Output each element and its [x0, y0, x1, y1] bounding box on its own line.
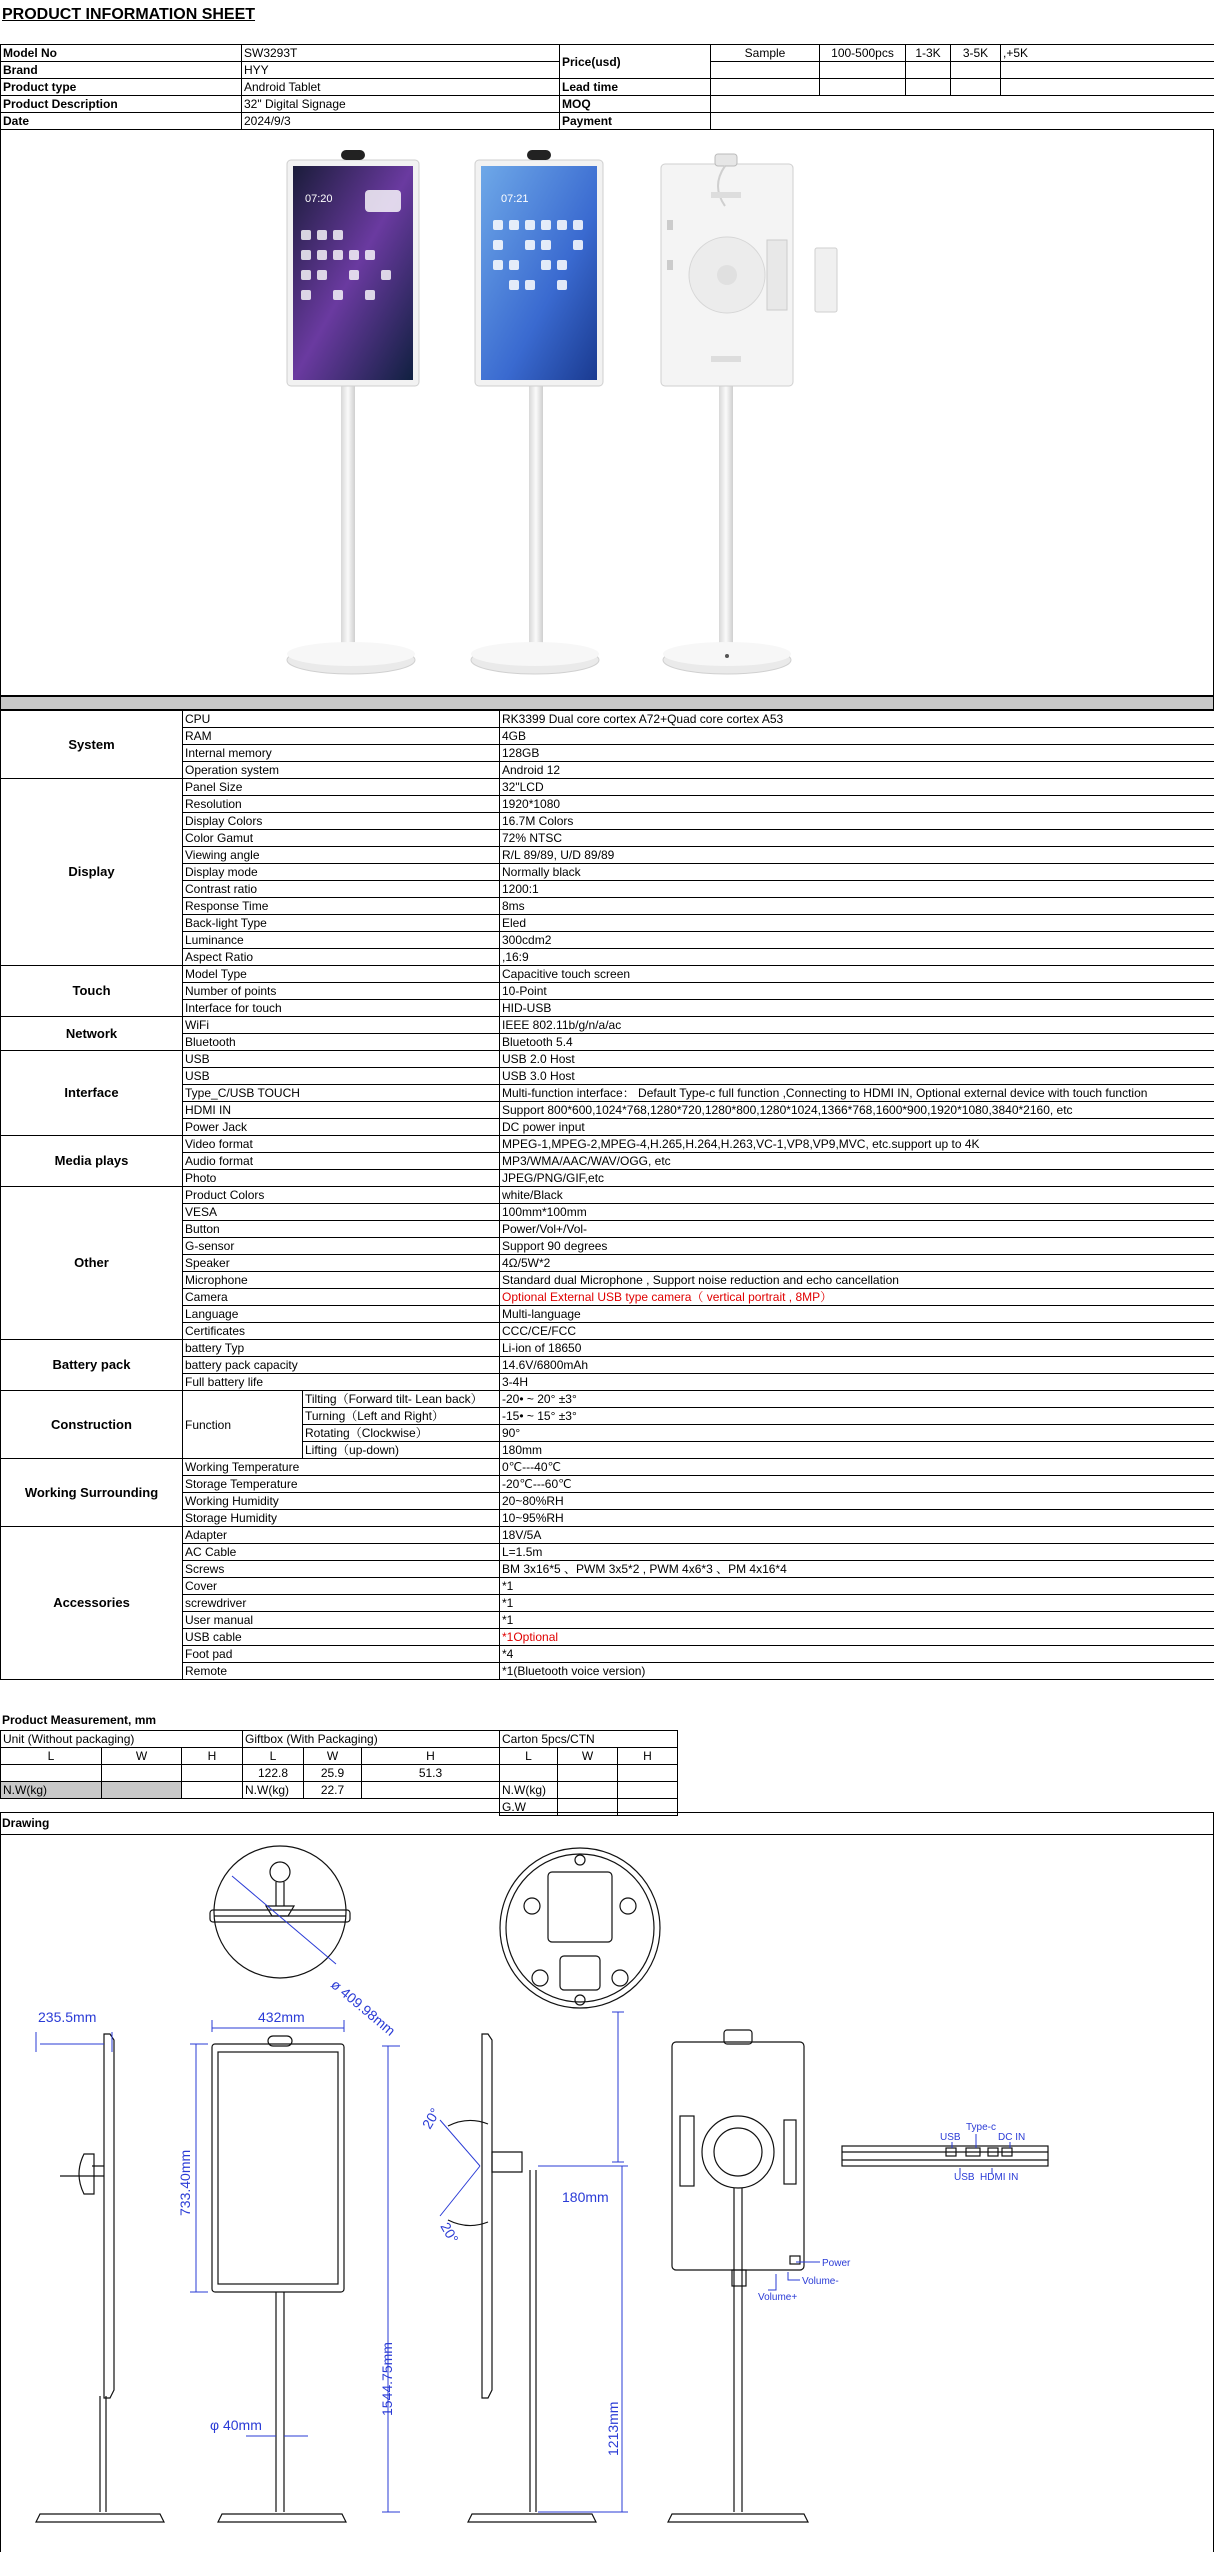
- unit-w-header: W: [102, 1748, 182, 1765]
- spec-row: [1, 728, 1214, 745]
- giftbox-h-value: 51.3: [362, 1765, 500, 1782]
- spec-value: R/L 89/89, U/D 89/89: [500, 847, 1214, 864]
- spec-key: Type_C/USB TOUCH: [183, 1085, 500, 1102]
- spec-value: 14.6V/6800mAh: [500, 1357, 1214, 1374]
- spec-value: Support 800*600,1024*768,1280*720,1280*800,1280*1024,1366*768,1600*900,1920*1080,3840*2160, etc: [500, 1102, 1214, 1119]
- spec-key: Interface for touch: [183, 1000, 500, 1017]
- giftbox-nw-value: 22.7: [304, 1782, 362, 1799]
- tilt-view-drawing: [448, 2034, 596, 2522]
- spec-value: 16.7M Colors: [500, 813, 1214, 830]
- spec-value: Android 12: [500, 762, 1214, 779]
- price-col-100-500: 100-500pcs: [820, 45, 906, 62]
- product-type-value: Android Tablet: [242, 79, 560, 96]
- spec-group-touch: Touch: [1, 966, 183, 1017]
- spec-value: white/Black: [500, 1187, 1214, 1204]
- spec-value: 4Ω/5W*2: [500, 1255, 1214, 1272]
- spec-key: VESA: [183, 1204, 500, 1221]
- spec-row: [1, 1034, 1214, 1051]
- spec-value: 1200:1: [500, 881, 1214, 898]
- spec-row: [1, 1238, 1214, 1255]
- spec-key: Rotating（Clockwise）: [303, 1425, 500, 1442]
- spec-value: DC power input: [500, 1119, 1214, 1136]
- price-label: Price(usd): [560, 45, 711, 79]
- port-typec-label: Type-c: [966, 2122, 997, 2133]
- spec-value: BM 3x16*5 、PWM 3x5*2 , PWM 4x6*3 、PM 4x16*4: [500, 1561, 1214, 1578]
- spec-row: [1, 1612, 1214, 1629]
- spec-key: Turning（Left and Right）: [303, 1408, 500, 1425]
- specifications-table: [0, 710, 1214, 1680]
- spec-value: Standard dual Microphone , Support noise reduction and echo cancellation: [500, 1272, 1214, 1289]
- spec-row: [1, 1136, 1214, 1153]
- spec-key: Color Gamut: [183, 830, 500, 847]
- technical-drawing: [0, 1836, 1214, 2550]
- spec-key: Contrast ratio: [183, 881, 500, 898]
- spec-group-working: Working Surrounding: [1, 1459, 183, 1527]
- spec-key: Product Colors: [183, 1187, 500, 1204]
- front-view-drawing: [212, 2036, 346, 2522]
- giftbox-label: Giftbox (With Packaging): [243, 1731, 500, 1748]
- measurement-title: Product Measurement, mm: [2, 1713, 157, 1727]
- spec-key: Adapter: [183, 1527, 500, 1544]
- spec-row: [1, 1459, 1214, 1476]
- spec-row: [1, 932, 1214, 949]
- spec-value: 0℃---40℃: [500, 1459, 1214, 1476]
- spec-key: Tilting（Forward tilt- Lean back）: [303, 1391, 500, 1408]
- dim-width: 432mm: [258, 2009, 305, 2025]
- spec-key: Microphone: [183, 1272, 500, 1289]
- spec-value: 4GB: [500, 728, 1214, 745]
- spec-key: Language: [183, 1306, 500, 1323]
- spec-group-display: Display: [1, 779, 183, 966]
- spec-value: 10-Point: [500, 983, 1214, 1000]
- screen-time-2: 07:21: [501, 193, 529, 205]
- measurement-table: [0, 1730, 678, 1816]
- product-description-label: Product Description: [1, 96, 242, 113]
- spec-row: [1, 1306, 1214, 1323]
- spec-value: -20• ~ 20° ±3°: [500, 1391, 1214, 1408]
- spec-row: [1, 1323, 1214, 1340]
- spec-value: *1: [500, 1578, 1214, 1595]
- spec-value: Capacitive touch screen: [500, 966, 1214, 983]
- spec-key: Power Jack: [183, 1119, 500, 1136]
- section-divider: [0, 696, 1214, 710]
- spec-row: [1, 1476, 1214, 1493]
- spec-row: [1, 949, 1214, 966]
- giftbox-nw-label: N.W(kg): [243, 1782, 304, 1799]
- giftbox-l-header: L: [243, 1748, 304, 1765]
- spec-key: Storage Temperature: [183, 1476, 500, 1493]
- spec-group-other: Other: [1, 1187, 183, 1340]
- unit-l-header: L: [1, 1748, 102, 1765]
- carton-nw-label: N.W(kg): [500, 1782, 558, 1799]
- spec-group-battery: Battery pack: [1, 1340, 183, 1391]
- spec-key: Remote: [183, 1663, 500, 1680]
- spec-value: 72% NTSC: [500, 830, 1214, 847]
- spec-row: [1, 830, 1214, 847]
- spec-row: [1, 1119, 1214, 1136]
- spec-value: *1(Bluetooth voice version): [500, 1663, 1214, 1680]
- spec-value: Li-ion of 18650: [500, 1340, 1214, 1357]
- spec-key: Operation system: [183, 762, 500, 779]
- price-col-1-3k: 1-3K: [906, 45, 951, 62]
- spec-value: Bluetooth 5.4: [500, 1034, 1214, 1051]
- spec-key: Button: [183, 1221, 500, 1238]
- spec-key: Screws: [183, 1561, 500, 1578]
- spec-key: CPU: [183, 711, 500, 728]
- carton-h-header: H: [618, 1748, 678, 1765]
- spec-value: *1: [500, 1595, 1214, 1612]
- spec-row: [1, 1187, 1214, 1204]
- bottom-view-drawing: [500, 1848, 660, 2008]
- spec-value: Normally black: [500, 864, 1214, 881]
- spec-row: [1, 966, 1214, 983]
- spec-key: Bluetooth: [183, 1034, 500, 1051]
- spec-key: Foot pad: [183, 1646, 500, 1663]
- spec-row: [1, 898, 1214, 915]
- lead-time-label: Lead time: [560, 79, 711, 96]
- spec-key: Audio format: [183, 1153, 500, 1170]
- spec-key: USB cable: [183, 1629, 500, 1646]
- product-photos-svg: [1, 130, 1213, 694]
- spec-value: 180mm: [500, 1442, 1214, 1459]
- spec-value: Eled: [500, 915, 1214, 932]
- spec-group-interface: Interface: [1, 1051, 183, 1136]
- spec-row: [1, 745, 1214, 762]
- giftbox-w-value: 25.9: [304, 1765, 362, 1782]
- spec-key: Response Time: [183, 898, 500, 915]
- carton-l-header: L: [500, 1748, 558, 1765]
- spec-key: HDMI IN: [183, 1102, 500, 1119]
- spec-key: Display mode: [183, 864, 500, 881]
- spec-row: [1, 1374, 1214, 1391]
- spec-value: *1: [500, 1612, 1214, 1629]
- spec-value: *4: [500, 1646, 1214, 1663]
- port-usb-label: USB: [940, 2132, 961, 2143]
- spec-row: [1, 881, 1214, 898]
- spec-key: Viewing angle: [183, 847, 500, 864]
- giftbox-l-value: 122.8: [243, 1765, 304, 1782]
- spec-row: [1, 1272, 1214, 1289]
- spec-key: Display Colors: [183, 813, 500, 830]
- spec-value: -20℃---60℃: [500, 1476, 1214, 1493]
- spec-value: IEEE 802.11b/g/n/a/ac: [500, 1017, 1214, 1034]
- spec-value: 1920*1080: [500, 796, 1214, 813]
- spec-row: [1, 1204, 1214, 1221]
- spec-key: screwdriver: [183, 1595, 500, 1612]
- dim-total-height: 1544.75mm: [379, 2342, 395, 2416]
- spec-value: Power/Vol+/Vol-: [500, 1221, 1214, 1238]
- dim-screen-height: 733.40mm: [177, 2149, 193, 2216]
- spec-value: Multi-language: [500, 1306, 1214, 1323]
- spec-value: -15• ~ 15° ±3°: [500, 1408, 1214, 1425]
- price-col-5k-plus: ,+5K: [1001, 45, 1214, 62]
- unit-without-packaging-label: Unit (Without packaging): [1, 1731, 243, 1748]
- spec-row: [1, 1595, 1214, 1612]
- spec-row: [1, 1493, 1214, 1510]
- port-usb2-label: USB: [954, 2172, 975, 2183]
- spec-key: Video format: [183, 1136, 500, 1153]
- spec-value: 10~95%RH: [500, 1510, 1214, 1527]
- spec-value: 3-4H: [500, 1374, 1214, 1391]
- spec-value: 128GB: [500, 745, 1214, 762]
- spec-key: WiFi: [183, 1017, 500, 1034]
- button-volume-minus-label: Volume-: [802, 2276, 839, 2287]
- spec-value: CCC/CE/FCC: [500, 1323, 1214, 1340]
- dim-base-height: 1213mm: [605, 2401, 621, 2456]
- spec-row: [1, 864, 1214, 881]
- spec-row: [1, 1221, 1214, 1238]
- spec-group-system: System: [1, 711, 183, 779]
- spec-value: ,16:9: [500, 949, 1214, 966]
- spec-key: USB: [183, 1051, 500, 1068]
- spec-key: Photo: [183, 1170, 500, 1187]
- brand-label: Brand: [1, 62, 242, 79]
- stand-back: [661, 154, 837, 674]
- spec-row: [1, 1629, 1214, 1646]
- spec-key: battery Typ: [183, 1340, 500, 1357]
- header-info-table: [0, 44, 1214, 130]
- spec-key: Number of points: [183, 983, 500, 1000]
- spec-row: [1, 1068, 1214, 1085]
- spec-key: Luminance: [183, 932, 500, 949]
- dim-tilt-down: 20°: [437, 2219, 462, 2246]
- stand-front-light: [471, 150, 603, 674]
- spec-key: Full battery life: [183, 1374, 500, 1391]
- spec-key: Working Humidity: [183, 1493, 500, 1510]
- carton-label: Carton 5pcs/CTN: [500, 1731, 678, 1748]
- port-hdmi-label: HDMI IN: [980, 2172, 1019, 2183]
- giftbox-w-header: W: [304, 1748, 362, 1765]
- spec-key: G-sensor: [183, 1238, 500, 1255]
- screen-time-1: 07:20: [305, 193, 333, 205]
- spec-value: L=1.5m: [500, 1544, 1214, 1561]
- spec-key: Internal memory: [183, 745, 500, 762]
- payment-label: Payment: [560, 113, 711, 130]
- spec-row: [1, 1561, 1214, 1578]
- spec-row: [1, 1170, 1214, 1187]
- spec-value: USB 3.0 Host: [500, 1068, 1214, 1085]
- carton-w-header: W: [558, 1748, 618, 1765]
- construction-function-label: Function: [183, 1391, 303, 1459]
- date-label: Date: [1, 113, 242, 130]
- dim-pole: φ 40mm: [210, 2417, 262, 2433]
- button-volume-plus-label: Volume+: [758, 2292, 798, 2303]
- drawing-label: Drawing: [2, 1816, 50, 1830]
- moq-label: MOQ: [560, 96, 711, 113]
- spec-value: Support 90 degrees: [500, 1238, 1214, 1255]
- product-description-value: 32" Digital Signage: [242, 96, 560, 113]
- spec-row: [1, 983, 1214, 1000]
- spec-row: [1, 1578, 1214, 1595]
- spec-row: [1, 1663, 1214, 1680]
- price-col-sample: Sample: [711, 45, 820, 62]
- spec-row: [1, 1391, 1214, 1408]
- spec-key: Lifting（up-down): [303, 1442, 500, 1459]
- spec-key: Speaker: [183, 1255, 500, 1272]
- spec-value: JPEG/PNG/GIF,etc: [500, 1170, 1214, 1187]
- brand-value: HYY: [242, 62, 560, 79]
- spec-value: USB 2.0 Host: [500, 1051, 1214, 1068]
- side-view-drawing: [36, 2034, 164, 2522]
- unit-nw-label: N.W(kg): [1, 1782, 102, 1799]
- spec-key: Storage Humidity: [183, 1510, 500, 1527]
- spec-value: 32"LCD: [500, 779, 1214, 796]
- spec-row: [1, 847, 1214, 864]
- spec-key: Back-light Type: [183, 915, 500, 932]
- spec-value: 8ms: [500, 898, 1214, 915]
- spec-row: [1, 1357, 1214, 1374]
- spec-value: Optional External USB type camera（ vertical portrait , 8MP）: [500, 1289, 1214, 1306]
- spec-key: Certificates: [183, 1323, 500, 1340]
- port-dcin-label: DC IN: [998, 2132, 1026, 2143]
- spec-group-construction: Construction: [1, 1391, 183, 1459]
- spec-value: 100mm*100mm: [500, 1204, 1214, 1221]
- carton-gw-label: G.W: [500, 1799, 558, 1816]
- dim-tilt-up: 20°: [418, 2105, 444, 2132]
- spec-key: Aspect Ratio: [183, 949, 500, 966]
- dim-lift: 180mm: [562, 2189, 609, 2205]
- spec-row: [1, 1051, 1214, 1068]
- spec-key: User manual: [183, 1612, 500, 1629]
- product-photos: [0, 130, 1214, 696]
- spec-value: 300cdm2: [500, 932, 1214, 949]
- model-no-value: SW3293T: [242, 45, 560, 62]
- page-title: PRODUCT INFORMATION SHEET: [2, 6, 256, 23]
- unit-h-header: H: [182, 1748, 243, 1765]
- spec-key: RAM: [183, 728, 500, 745]
- button-power-label: Power: [822, 2258, 851, 2269]
- product-type-label: Product type: [1, 79, 242, 96]
- spec-value: 90°: [500, 1425, 1214, 1442]
- spec-row: [1, 1017, 1214, 1034]
- spec-value: Multi-function interface： Default Type-c full function ,Connecting to HDMI IN, Optional external device with touch function: [500, 1085, 1214, 1102]
- spec-row: [1, 1085, 1214, 1102]
- spec-row: [1, 779, 1214, 796]
- spec-row: [1, 1340, 1214, 1357]
- spec-value: 18V/5A: [500, 1527, 1214, 1544]
- model-no-label: Model No: [1, 45, 242, 62]
- date-value: 2024/9/3: [242, 113, 560, 130]
- spec-row: [1, 796, 1214, 813]
- spec-value: RK3399 Dual core cortex A72+Quad core cortex A53: [500, 711, 1214, 728]
- spec-row: [1, 1544, 1214, 1561]
- giftbox-h-header: H: [362, 1748, 500, 1765]
- spec-group-network: Network: [1, 1017, 183, 1051]
- spec-key: Cover: [183, 1578, 500, 1595]
- stand-front-dark: [287, 150, 419, 674]
- spec-row: [1, 1646, 1214, 1663]
- spec-row: [1, 762, 1214, 779]
- back-view-drawing: [668, 2030, 808, 2522]
- spec-row: [1, 1527, 1214, 1544]
- dim-depth: 235.5mm: [38, 2009, 97, 2025]
- port-detail-drawing: [842, 2146, 1048, 2166]
- spec-key: Panel Size: [183, 779, 500, 796]
- spec-row: [1, 915, 1214, 932]
- spec-row: [1, 1255, 1214, 1272]
- spec-row: [1, 1102, 1214, 1119]
- spec-value: MP3/WMA/AAC/WAV/OGG, etc: [500, 1153, 1214, 1170]
- spec-key: Resolution: [183, 796, 500, 813]
- spec-value: HID-USB: [500, 1000, 1214, 1017]
- spec-key: Camera: [183, 1289, 500, 1306]
- spec-group-media: Media plays: [1, 1136, 183, 1187]
- spec-value: MPEG-1,MPEG-2,MPEG-4,H.265,H.264,H.263,VC-1,VP8,VP9,MVC, etc.support up to 4K: [500, 1136, 1214, 1153]
- spec-row: [1, 813, 1214, 830]
- spec-key: Working Temperature: [183, 1459, 500, 1476]
- spec-row: [1, 1000, 1214, 1017]
- price-col-3-5k: 3-5K: [951, 45, 1001, 62]
- spec-key: Model Type: [183, 966, 500, 983]
- spec-key: USB: [183, 1068, 500, 1085]
- spec-row: [1, 1289, 1214, 1306]
- spec-row: [1, 711, 1214, 728]
- spec-row: [1, 1510, 1214, 1527]
- spec-group-accessories: Accessories: [1, 1527, 183, 1680]
- spec-row: [1, 1153, 1214, 1170]
- spec-key: AC Cable: [183, 1544, 500, 1561]
- dim-diameter: ø 409.98mm: [328, 1976, 399, 2039]
- spec-value: *1Optional: [500, 1629, 1214, 1646]
- spec-value: 20~80%RH: [500, 1493, 1214, 1510]
- spec-key: battery pack capacity: [183, 1357, 500, 1374]
